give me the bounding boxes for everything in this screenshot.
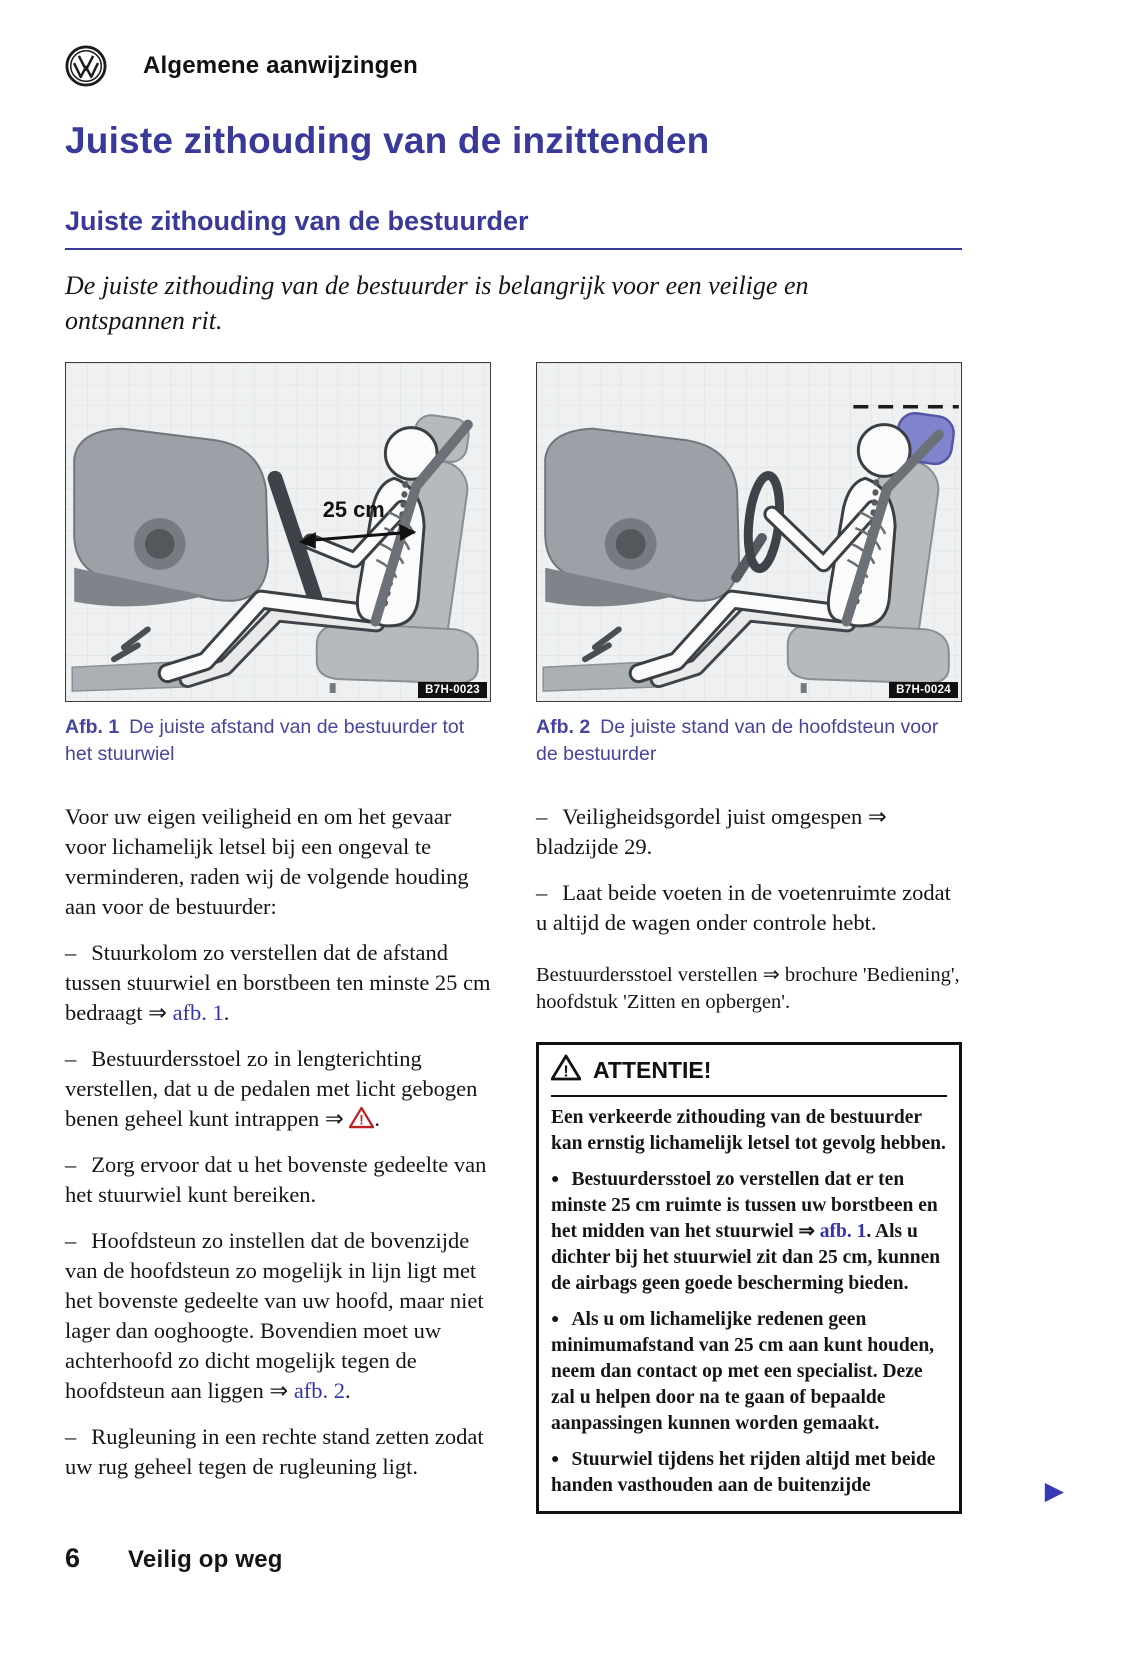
item-text: Rugleuning in een rechte stand zetten zodat uw rug geheel tegen de rugleuning ligt. [65,1424,484,1479]
item-text: . [374,1106,381,1131]
item-text: . Als u dichter bij het stuurwiel zit dan 25 cm, kunnen de airbags geen goede bescherming bieden. [551,1221,941,1294]
item-text: Laat beide voeten in de voetenruimte zodat u altijd de wagen onder controle hebt. [536,880,951,935]
page-number: 6 [65,1543,81,1573]
item-text: Bestuurdersstoel zo verstellen dat er ten minste 25 cm ruimte is tussen uw borstbeen en het midden van het stuurwiel ⇒ [551,1169,938,1242]
footer-section-name: Veilig op weg [128,1546,283,1573]
dash-marker: – [65,1152,77,1177]
list-item [65,1422,491,1482]
item-text: Hoofdsteun zo instellen dat de bovenzijde van de hoofdsteun zo mogelijk in lijn ligt met het bovenste gedeelte van uw hoofd, maar niet lager dan ooghoogte. Bovendien moet uw achterhoofd zo dicht mogelijk tegen de hoofdsteun aan liggen ⇒ [65,1228,484,1403]
dash-marker: – [65,1424,77,1449]
left-column [65,802,491,1514]
list-item [65,1226,491,1406]
section-title: Juiste zithouding van de bestuurder [65,206,962,250]
warning-lead: Een verkeerde zithouding van de bestuurder kan ernstig lichamelijk letsel tot gevolg hebben. [551,1107,946,1154]
warning-triangle-icon [551,1054,581,1087]
continuation-arrow-icon: ▶ [1044,1476,1064,1505]
page-title: Juiste zithouding van de inzittenden [65,120,710,161]
figure-code-badge: B7H-0023 [418,682,487,698]
figures-row [65,362,962,768]
warning-title: ATTENTIE! [593,1057,712,1083]
dash-marker: – [65,1046,77,1071]
svg-text:!: ! [563,1063,569,1081]
page-header [65,44,1142,88]
item-text: Stuurwiel tijdens het rijden altijd met beide handen vasthouden aan de buitenzijde [551,1449,936,1496]
figure-2-caption [536,714,962,768]
figure-reference-link[interactable]: afb. 2 [293,1378,346,1403]
list-item [536,802,962,862]
dashboard [74,429,268,607]
body-columns [65,802,1064,1514]
item-text: . [345,1378,351,1403]
warning-bullet-item [551,1307,947,1437]
figure-label: Afb. 2 [536,716,591,738]
figure-1-caption [65,714,491,768]
annotation-25cm: 25 cm [322,497,385,523]
figure-2 [536,362,962,768]
list-item [65,938,491,1028]
dash-marker: – [65,940,77,965]
list-item [536,878,962,938]
left-intro-paragraph: Voor uw eigen veiligheid en om het gevaar voor lichamelijk letsel bij een ongeval te verminderen, raden wij de volgende houding aan voor de bestuurder: [65,804,469,919]
item-text: Als u om lichamelijke redenen geen minimumafstand van 25 cm aan kunt houden, neem dan contact op met een specialist. Deze zal u helpen door na te gaan of bepaalde aanpassingen kunnen worden gemaakt. [551,1309,935,1434]
warning-header [551,1045,947,1097]
warning-bullet-item [551,1167,947,1297]
intro-text: De juiste zithouding van de bestuurder is belangrijk voor een veilige en ontspannen rit. [65,271,809,335]
item-text: Zorg ervoor dat u het bovenste gedeelte van het stuurwiel kunt bereiken. [65,1152,487,1207]
list-item [65,1150,491,1210]
figure-reference-link[interactable]: afb. 1 [819,1221,867,1242]
figure-label: Afb. 1 [65,716,120,738]
dashboard [545,429,739,607]
figure-1-illustration [65,362,491,702]
vw-logo-icon [65,45,107,87]
right-column [536,802,1064,1514]
figure-caption-text: De juiste stand van de hoofdsteun voor de bestuurder [536,716,939,765]
dash-marker: – [536,804,548,829]
bullet-marker: ● [551,1172,560,1187]
page-footer [65,1543,1142,1574]
bullet-marker: ● [551,1312,560,1327]
figure-2-illustration [536,362,962,702]
attention-warning-box [536,1042,1064,1514]
item-text: Veiligheidsgordel juist omgespen ⇒ bladzijde 29. [536,804,887,859]
figure-caption-text: De juiste afstand van de bestuurder tot het stuurwiel [65,716,465,765]
item-text: Bestuurdersstoel zo in lengterichting verstellen, dat u de pedalen met licht gebogen benen geheel kunt intrappen ⇒ [65,1046,478,1131]
dash-marker: – [536,880,548,905]
warning-triangle-icon [349,1106,374,1131]
list-item [65,1044,491,1134]
chapter-title: Algemene aanwijzingen [143,52,418,79]
cross-reference-note: Bestuurdersstoel verstellen ⇒ brochure 'Bediening', hoofdstuk 'Zitten en opbergen'. [536,964,960,1013]
warning-bullet-item [551,1447,947,1499]
dash-marker: – [65,1228,77,1253]
item-text: . [223,1000,230,1025]
figure-code-badge: B7H-0024 [889,682,958,698]
figure-reference-link[interactable]: afb. 1 [172,1000,224,1025]
bullet-marker: ● [551,1452,560,1467]
item-text: Stuurkolom zo verstellen dat de afstand tussen stuurwiel en borstbeen ten minste 25 cm bedraagt ⇒ [65,940,491,1025]
svg-text:!: ! [359,1112,365,1128]
figure-1 [65,362,491,768]
